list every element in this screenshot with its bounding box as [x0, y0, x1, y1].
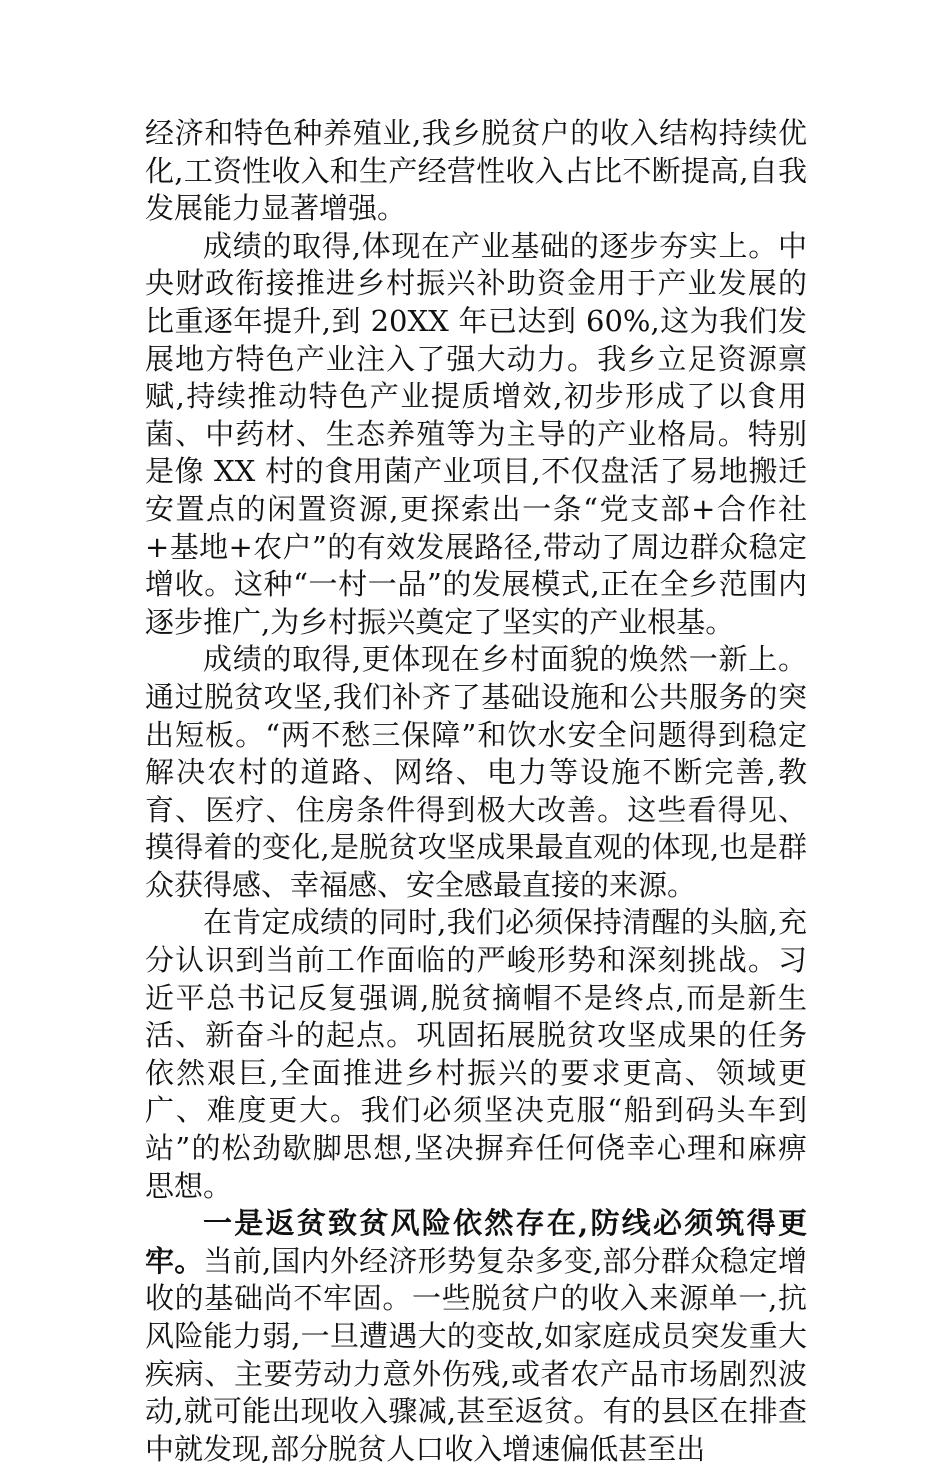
- paragraph-2: [145, 228, 807, 642]
- paragraph-5: [145, 1205, 807, 1468]
- paragraph-3: [145, 641, 807, 904]
- paragraph-3-text: 成绩的取得,更体现在乡村面貌的焕然一新上。通过脱贫攻坚,我们补齐了基础设施和公共服务的突出短板。“两不愁三保障”和饮水安全问题得到稳定解决农村的道路、网络、电力等设施不断完善,教育、医疗、住房条件得到极大改善。这些看得见、摸得着的变化,是脱贫攻坚成果最直观的体现,也是群众获得感、幸福感、安全感最直接的来源。: [145, 642, 807, 902]
- paragraph-1-text: 经济和特色种养殖业,我乡脱贫户的收入结构持续优化,工资性收入和生产经营性收入占比不断提高,自我发展能力显著增强。: [145, 116, 807, 226]
- document-body: [145, 115, 807, 1468]
- paragraph-4-text: 在肯定成绩的同时,我们必须保持清醒的头脑,充分认识到当前工作面临的严峻形势和深刻挑战。习近平总书记反复强调,脱贫摘帽不是终点,而是新生活、新奋斗的起点。巩固拓展脱贫攻坚成果的任务依然艰巨,全面推进乡村振兴的要求更高、领域更广、难度更大。我们必须坚决克服“船到码头车到站”的松劲歇脚思想,坚决摒弃任何侥幸心理和麻痹思想。: [145, 905, 807, 1203]
- paragraph-1: [145, 115, 807, 228]
- paragraph-4: [145, 904, 807, 1205]
- paragraph-5-heading: 一是返贫致贫风险依然存在,防线必须筑得更牢。: [145, 1206, 807, 1278]
- paragraph-5-text: 当前,国内外经济形势复杂多变,部分群众稳定增收的基础尚不牢固。一些脱贫户的收入来源单一,抗风险能力弱,一旦遭遇大的变故,如家庭成员突发重大疾病、主要劳动力意外伤残,或者农产品市场剧烈波动,就可能出现收入骤减,甚至返贫。有的县区在排查中就发现,部分脱贫人口收入增速偏低甚至出: [145, 1243, 807, 1466]
- paragraph-2-text: 成绩的取得,体现在产业基础的逐步夯实上。中央财政衔接推进乡村振兴补助资金用于产业发展的比重逐年提升,到 20XX 年已达到 60%,这为我们发展地方特色产业注入了强大动力。我乡立足资源禀赋,持续推动特色产业提质增效,初步形成了以食用菌、中药材、生态养殖等为主导的产业格局。特别是像 XX 村的食用菌产业项目,不仅盘活了易地搬迁安置点的闲置资源,更探索出一条“党支部+合作社+基地+农户”的有效发展路径,带动了周边群众稳定增收。这种“一村一品”的发展模式,正在全乡范围内逐步推广,为乡村振兴奠定了坚实的产业根基。: [145, 228, 807, 639]
